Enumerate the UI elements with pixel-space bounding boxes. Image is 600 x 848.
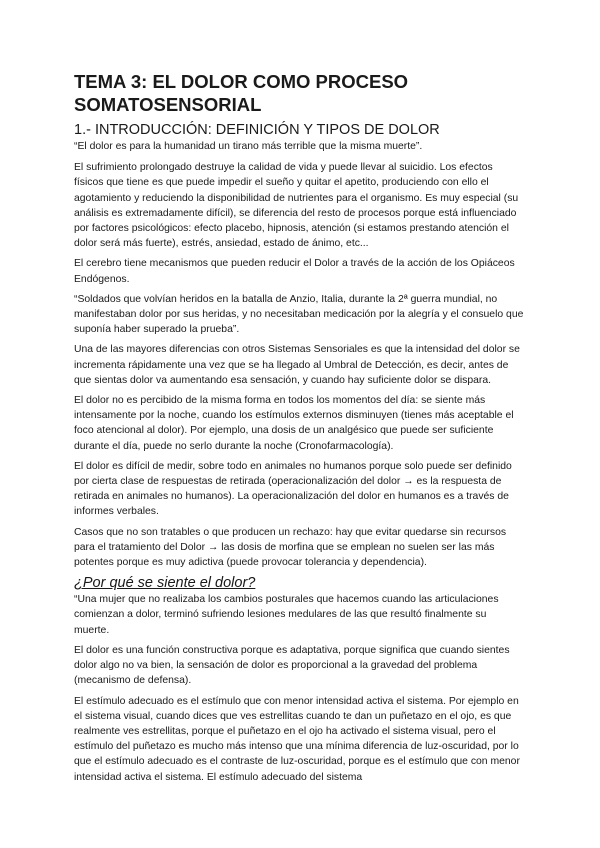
intro-quote: “El dolor es para la humanidad un tirano más terrible que la misma muerte”. (74, 141, 423, 152)
paragraph: “Soldados que volvían heridos en la batalla de Anzio, Italia, durante la 2ª guerra mundial, no manifestaban dolor por sus heridas, y no necesitaban medicación por la alegría y el consuelo que suponía haber superado la prueba”. (74, 293, 524, 336)
paragraph: El dolor es difícil de medir, sobre todo en animales no humanos porque solo puede ser definido por cierta clase de respuestas de retirada (operacionalización del dolor → es la respuesta de retirada en animales no humanos). La operacionalización del dolor en humanos es a través de informes verbales. (74, 460, 512, 518)
paragraph: El sufrimiento prolongado destruye la calidad de vida y puede llevar al suicidio. Los efectos físicos que tiene es que puede impedir el sueño y quitar el apetito, produciendo con ello el agotamiento y reduciendo la disponibilidad de nutrientes para el organismo. Es muy especial (su análisis es extremadamente difícil), se diferencia del resto de procesos porque está influenciado por factores psicológicos: efecto placebo, hipnosis, atención (si estamos prestando atención el dolor será más fuerte), estrés, ansiedad, estado de ánimo, etc... (74, 162, 519, 250)
document-title: TEMA 3: EL DOLOR COMO PROCESO SOMATOSENSORIAL (74, 71, 409, 115)
subsection-heading: ¿Por qué se siente el dolor? (74, 575, 256, 592)
paragraph: El cerebro tiene mecanismos que pueden reducir el Dolor a través de la acción de los Opiáceos Endógenos. (74, 258, 515, 285)
paragraph: Una de las mayores diferencias con otros Sistemas Sensoriales es que la intensidad del dolor se incrementa rápidamente una vez que se ha llegado al Umbral de Detección, es decir, antes de que sientas dolor va aumentando esa sensación, y cuando hay suficiente dolor se dispara. (74, 344, 520, 386)
paragraph: Casos que no son tratables o que producen un rechazo: hay que evitar quedarse sin recursos para el tratamiento del Dolor → las dosis de morfina que se emplean no suelen ser las más potentes porque es muy adictiva (puede provocar tolerancia y dependencia). (74, 526, 507, 569)
section-heading: 1.- INTRODUCCIÓN: DEFINICIÓN Y TIPOS DE DOLOR (74, 122, 440, 138)
paragraph: El dolor es una función constructiva porque es adaptativa, porque significa que cuando sientes dolor algo no va bien, la sensación de dolor es proporcional a la gravedad del problema (mecanismo de defensa). (74, 644, 510, 687)
paragraph: “Una mujer que no realizaba los cambios posturales que hacemos cuando las articulaciones comienzan a dolor, terminó sufriendo lesiones medulares de las que resultó finalmente su muerte. (74, 594, 499, 636)
paragraph: El dolor no es percibido de la misma forma en todos los momentos del día: se siente más intensamente por la noche, cuando los estímulos externos disminuyen (tienes más aceptable el foco atencional al dolor). Por ejemplo, una dosis de un analgésico que puede ser suficiente durante el día, puede no serlo durante la noche (Cronofarmacología). (74, 395, 514, 452)
paragraph: El estímulo adecuado es el estímulo que con menor intensidad activa el sistema. Por ejemplo en el sistema visual, cuando dices que ves estrellitas cuando te dan un puñetazo en el ojo, es que realmente ves estrellitas, porque el puñetazo en el ojo ha activado el sistema visual, pero el estímulo del puñetazo es mucho más intenso que una mínima diferencia de luz-oscuridad, por lo que el estímulo adecuado es el contraste de luz-oscuridad, porque es el estímulo que con menor intensidad activa el sistema. El estímulo adecuado del sistema (74, 695, 520, 783)
